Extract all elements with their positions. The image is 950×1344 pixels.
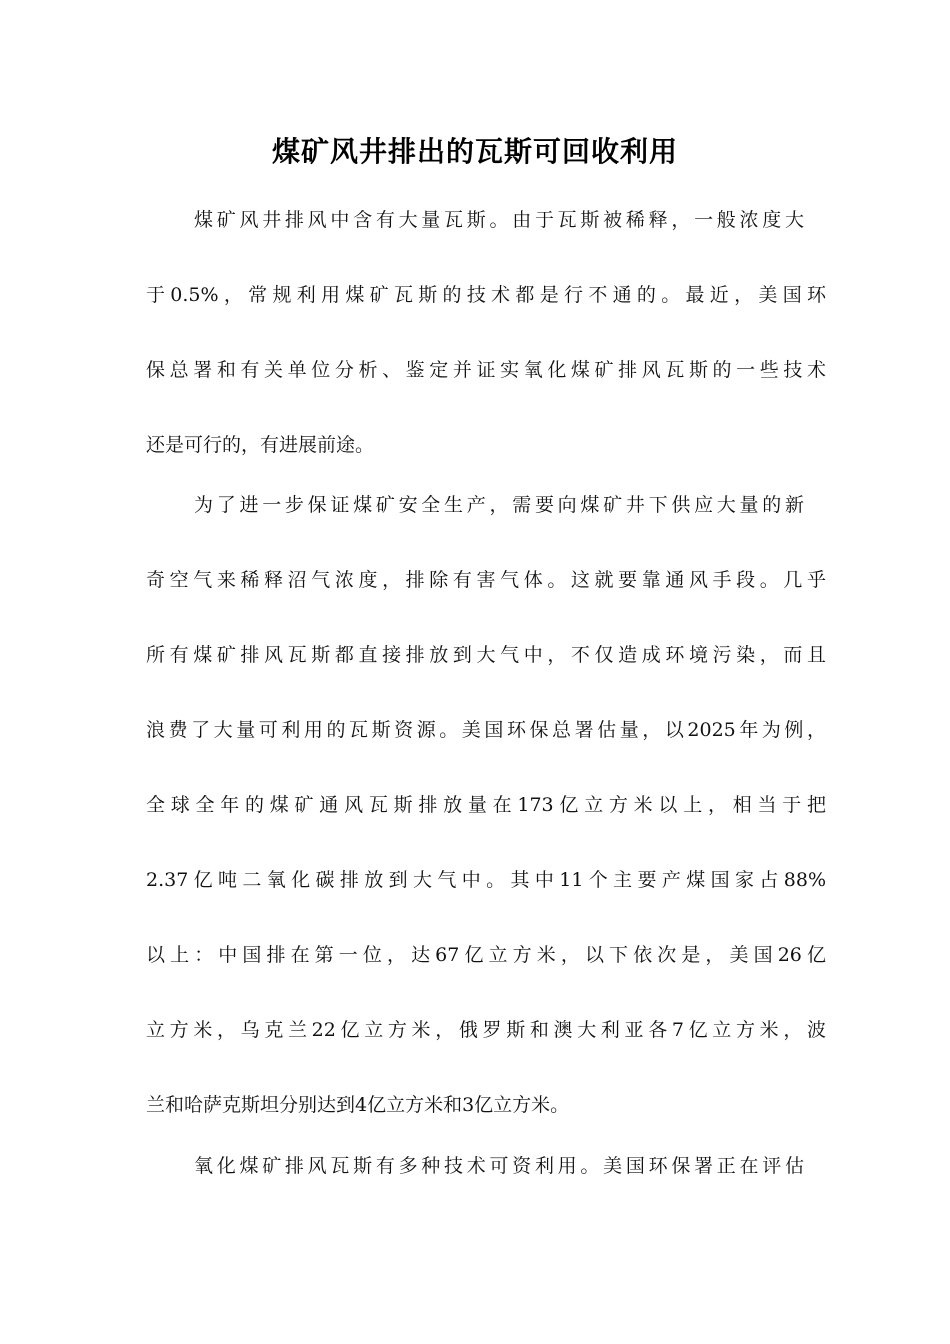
paragraph-3-line-1: 氧化煤矿排风瓦斯有多种技术可资利用。美国环保署正在评估 bbox=[194, 1155, 804, 1177]
paragraph-1-line-1: 煤矿风井排风中含有大量瓦斯。由于瓦斯被稀释，一般浓度大 bbox=[194, 209, 804, 231]
paragraph-2-line-3: 所有煤矿排风瓦斯都直接排放到大气中，不仅造成环境污染，而且 bbox=[146, 644, 826, 666]
paragraph-1-line-2: 于0.5%，常规利用煤矿瓦斯的技术都是行不通的。最近，美国环 bbox=[146, 284, 826, 306]
paragraph-2-line-7: 以上：中国排在第一位，达67亿立方米，以下依次是，美国26亿 bbox=[146, 944, 826, 966]
paragraph-1-line-3: 保总署和有关单位分析、鉴定并证实氧化煤矿排风瓦斯的一些技术 bbox=[146, 359, 826, 381]
paragraph-2-line-9: 兰和哈萨克斯坦分别达到4亿立方米和3亿立方米。 bbox=[146, 1094, 570, 1116]
paragraph-2-line-1: 为了进一步保证煤矿安全生产，需要向煤矿井下供应大量的新 bbox=[194, 494, 804, 516]
paragraph-2-line-5: 全球全年的煤矿通风瓦斯排放量在173亿立方米以上，相当于把 bbox=[146, 794, 826, 816]
paragraph-2-line-6: 2.37亿吨二氧化碳排放到大气中。其中11个主要产煤国家占88% bbox=[146, 869, 826, 891]
paragraph-2-line-8: 立方米，乌克兰22亿立方米，俄罗斯和澳大利亚各7亿立方米，波 bbox=[146, 1019, 826, 1041]
paragraph-1-line-4: 还是可行的，有进展前途。 bbox=[146, 434, 375, 456]
document-title: 煤矿风井排出的瓦斯可回收利用 bbox=[271, 135, 678, 168]
paragraph-2-line-2: 奇空气来稀释沼气浓度，排除有害气体。这就要靠通风手段。几乎 bbox=[146, 569, 826, 591]
paragraph-2-line-4: 浪费了大量可利用的瓦斯资源。美国环保总署估量，以2025年为例， bbox=[146, 719, 826, 741]
